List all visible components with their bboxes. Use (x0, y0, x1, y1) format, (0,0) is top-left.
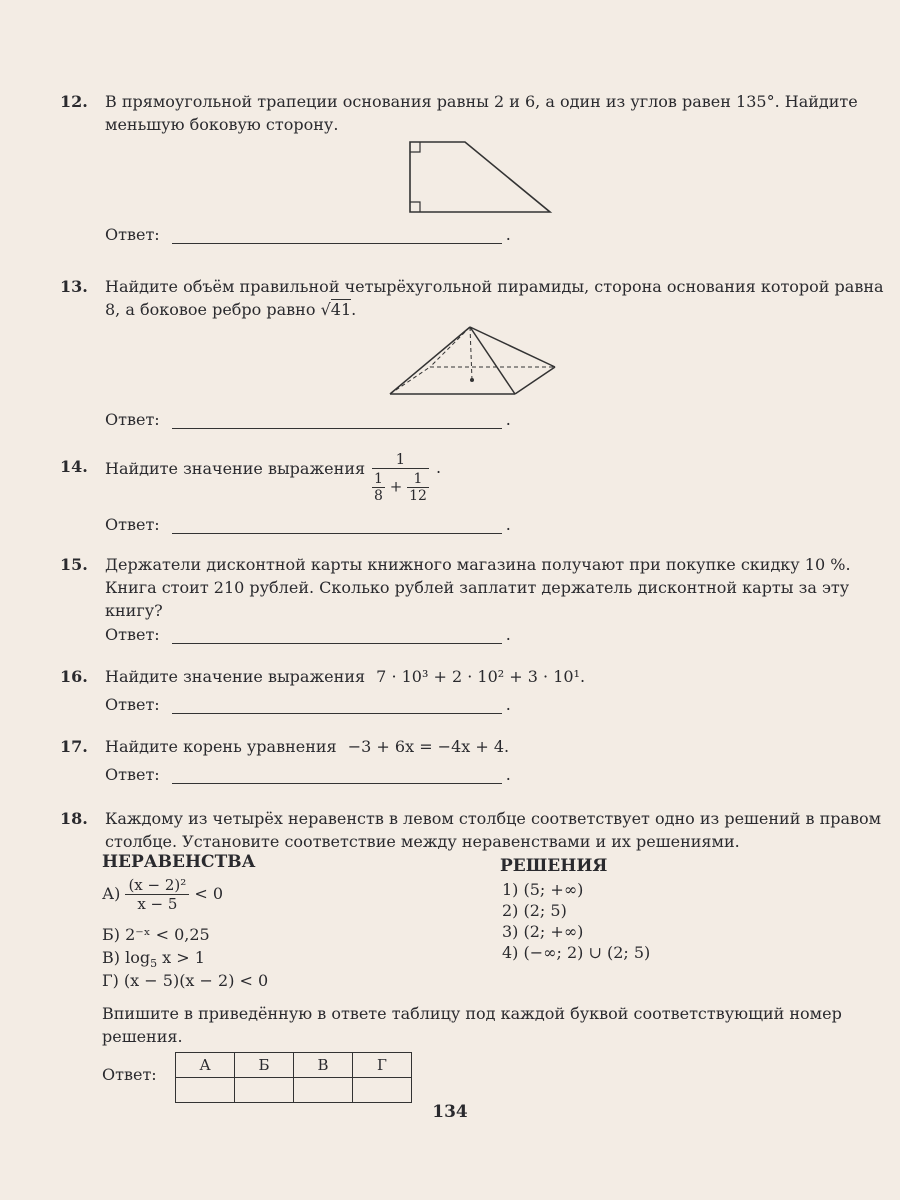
frac-den: 12 (409, 488, 427, 504)
task-text-main: Найдите значение выражения (105, 459, 366, 478)
task-text (105, 665, 890, 688)
expression: 7 · 10³ + 2 · 10² + 3 · 10¹ (376, 667, 580, 686)
fraction-denominator (372, 469, 429, 504)
task-text (105, 457, 890, 480)
plus-sign: + (389, 477, 403, 496)
task-number: 18. (60, 809, 88, 828)
text-end: . (579, 667, 586, 686)
answer-18-table (175, 1052, 412, 1103)
inequalities-header: НЕРАВЕНСТВА (102, 852, 256, 872)
answer-label: Ответ: (105, 765, 160, 784)
answer-cell-b[interactable] (235, 1078, 294, 1103)
answer-field[interactable] (172, 767, 502, 784)
inequality-rhs: < 0 (194, 884, 224, 903)
answer-dot: . (505, 410, 511, 429)
sqrt-value: 41 (330, 300, 352, 319)
solution-3: 3) (2; +∞) (502, 922, 584, 941)
task-number: 17. (60, 737, 88, 756)
task-text-main: Найдите объём правильной четырёхугольной пирамиды, сторона основания которой равна 8, а боковое ребро равно (105, 277, 884, 319)
task-number: 15. (60, 555, 88, 574)
task-text: В прямоугольной трапеции основания равны 2 и 6, а один из углов равен 135°. Найдите меньшую боковую сторону. (105, 92, 858, 134)
answer-15 (105, 625, 511, 644)
frac-den: x − 5 (137, 895, 178, 913)
answer-field[interactable] (172, 517, 502, 534)
fraction-numerator: 1 (372, 450, 429, 469)
answer-14 (105, 515, 511, 534)
answer-cell-v[interactable] (294, 1078, 353, 1103)
answer-16 (105, 695, 511, 714)
answer-13 (105, 410, 511, 429)
table-answer-row (176, 1078, 412, 1103)
answer-cell-g[interactable] (353, 1078, 412, 1103)
sqrt-sign: √ (320, 300, 331, 319)
inequality-a (102, 876, 223, 913)
table-header-g: Г (353, 1053, 412, 1078)
inequality-g: Г) (x − 5)(x − 2) < 0 (102, 971, 269, 990)
task-text-main: Найдите корень уравнения (105, 737, 337, 756)
inequality-a-fraction (125, 876, 189, 913)
task-number: 16. (60, 667, 88, 686)
task-number: 13. (60, 277, 88, 296)
log-base: 5 (150, 957, 158, 971)
equation: −3 + 6x = −4x + 4 (347, 737, 505, 756)
log-label: В) log (102, 948, 151, 967)
answer-cell-a[interactable] (176, 1078, 235, 1103)
table-header-row (176, 1053, 412, 1078)
answer-17 (105, 765, 511, 784)
log-rest: x > 1 (157, 948, 205, 967)
answer-label: Ответ: (105, 410, 160, 429)
fraction-1-8 (372, 471, 385, 504)
solution-2: 2) (2; 5) (502, 901, 567, 920)
task-18-instruction: Впишите в приведённую в ответе таблицу под каждой буквой соответствующий номер решения. (102, 1004, 842, 1046)
answer-label: Ответ: (105, 515, 160, 534)
task-text (105, 275, 890, 321)
task-number: 12. (60, 92, 88, 111)
frac-num: (x − 2)² (125, 876, 189, 895)
answer-12 (105, 225, 511, 244)
answer-field[interactable] (172, 697, 502, 714)
task-text-main: Найдите значение выражения (105, 667, 366, 686)
answer-dot: . (505, 515, 511, 534)
answer-label: Ответ: (105, 695, 160, 714)
table-header-v: В (294, 1053, 353, 1078)
complex-fraction (372, 450, 429, 504)
frac-num: 1 (407, 471, 429, 488)
solutions-header: РЕШЕНИЯ (500, 856, 608, 876)
text-end: . (436, 458, 442, 477)
option-label: А) (102, 884, 121, 903)
answer-18-label: Ответ: (102, 1065, 157, 1084)
text-end: . (504, 737, 510, 756)
answer-field[interactable] (172, 627, 502, 644)
task-text: Каждому из четырёх неравенств в левом столбце соответствует одно из решений в правом столбце. Установите соответствие между неравенствами и их решениями. (105, 809, 882, 851)
frac-den: 8 (374, 488, 383, 504)
answer-dot: . (505, 225, 511, 244)
solution-1: 1) (5; +∞) (502, 880, 584, 899)
page-number: 134 (432, 1102, 468, 1122)
answer-dot: . (505, 625, 511, 644)
answer-field[interactable] (172, 412, 502, 429)
fraction-1-12 (407, 471, 429, 504)
solution-4: 4) (−∞; 2) ∪ (2; 5) (502, 943, 651, 962)
trapezoid-figure (405, 138, 555, 218)
inequality-b: Б) 2⁻ˣ < 0,25 (102, 925, 210, 944)
table-header-b: Б (235, 1053, 294, 1078)
answer-dot: . (505, 765, 511, 784)
task-number: 14. (60, 457, 88, 476)
task-text: Держатели дисконтной карты книжного магазина получают при покупке скидку 10 %. Книга стоит 210 рублей. Сколько рублей заплатит держатель дисконтной карты за эту книгу? (105, 555, 851, 620)
table-header-a: А (176, 1053, 235, 1078)
frac-num: 1 (374, 471, 383, 487)
answer-label: Ответ: (105, 225, 160, 244)
answer-dot: . (505, 695, 511, 714)
pyramid-figure (385, 322, 560, 400)
answer-field[interactable] (172, 227, 502, 244)
answer-label: Ответ: (105, 625, 160, 644)
text-end: . (351, 300, 357, 319)
task-text (105, 735, 890, 758)
